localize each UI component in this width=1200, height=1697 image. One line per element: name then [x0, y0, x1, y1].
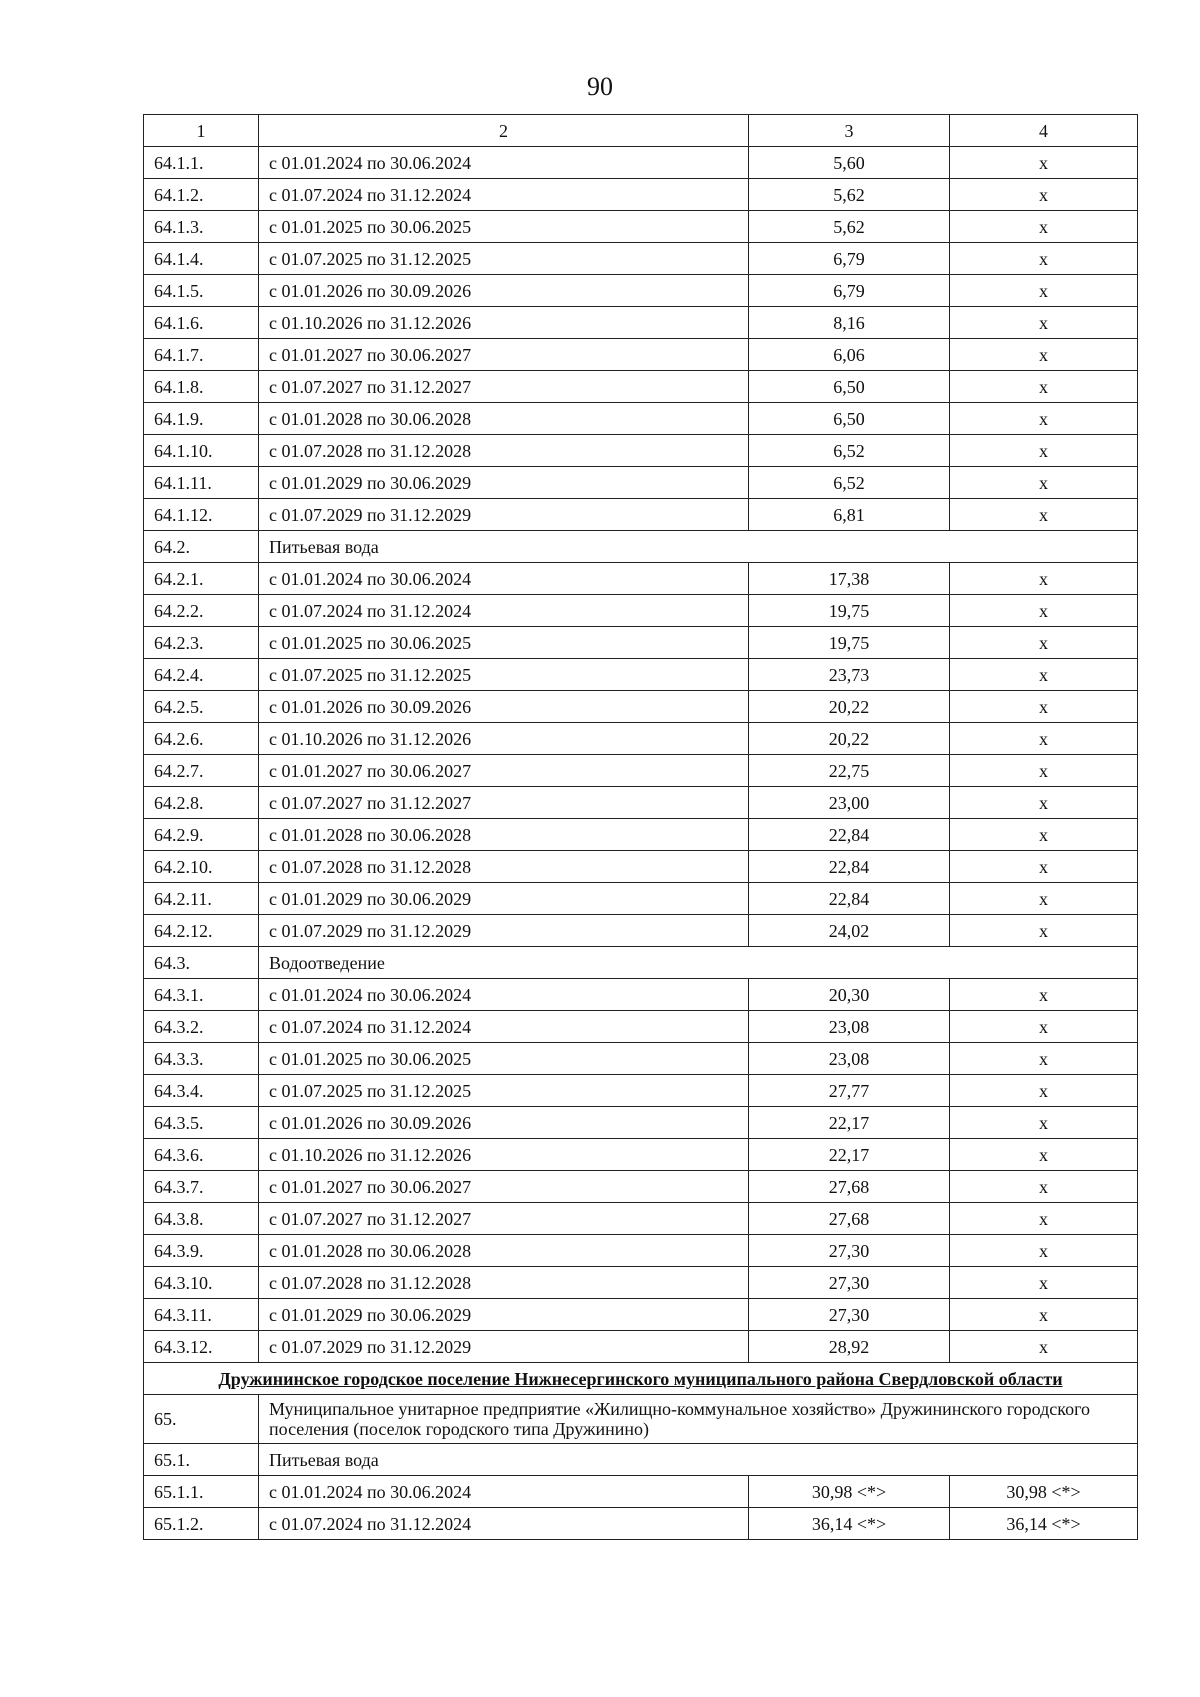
row-value-col3: 6,52 [749, 435, 950, 467]
row-value-col3: 28,92 [749, 1331, 950, 1363]
row-number: 65.1.2. [144, 1508, 259, 1540]
table-row [144, 563, 1138, 595]
table-row [144, 275, 1138, 307]
header-cell-1: 1 [144, 115, 259, 147]
row-period: с 01.07.2029 по 31.12.2029 [259, 499, 749, 531]
row-number: 64.2.7. [144, 755, 259, 787]
table-row [144, 147, 1138, 179]
row-value-col3: 5,62 [749, 179, 950, 211]
row-value-col3: 20,30 [749, 979, 950, 1011]
row-period: с 01.01.2024 по 30.06.2024 [259, 979, 749, 1011]
row-number: 64.3.10. [144, 1267, 259, 1299]
row-value-col3: 5,60 [749, 147, 950, 179]
section-row [144, 531, 1138, 563]
row-value-col4: х [950, 211, 1138, 243]
row-number: 64.3.6. [144, 1139, 259, 1171]
table-row [144, 755, 1138, 787]
row-period: с 01.01.2029 по 30.06.2029 [259, 883, 749, 915]
row-period: с 01.01.2024 по 30.06.2024 [259, 1476, 749, 1508]
table-row [144, 371, 1138, 403]
row-period: с 01.01.2026 по 30.09.2026 [259, 275, 749, 307]
row-value-col3: 23,00 [749, 787, 950, 819]
row-value-col4: х [950, 179, 1138, 211]
row-value-col4: 30,98 <*> [950, 1476, 1138, 1508]
row-value-col4: х [950, 691, 1138, 723]
row-number: 64.1.9. [144, 403, 259, 435]
table-row [144, 1331, 1138, 1363]
row-value-col4: х [950, 275, 1138, 307]
row-value-col4: х [950, 755, 1138, 787]
table-row [144, 499, 1138, 531]
row-value-col4: х [950, 1299, 1138, 1331]
row-value-col3: 22,17 [749, 1139, 950, 1171]
row-period: с 01.07.2029 по 31.12.2029 [259, 915, 749, 947]
row-number: 64.3.9. [144, 1235, 259, 1267]
row-number: 64.2.2. [144, 595, 259, 627]
row-value-col3: 27,30 [749, 1267, 950, 1299]
table-row [144, 1267, 1138, 1299]
row-value-col4: х [950, 1267, 1138, 1299]
tariff-table [143, 114, 1138, 1540]
table-row [144, 979, 1138, 1011]
row-period: с 01.07.2024 по 31.12.2024 [259, 1508, 749, 1540]
row-period: с 01.07.2028 по 31.12.2028 [259, 1267, 749, 1299]
row-number: 64.3.1. [144, 979, 259, 1011]
row-number: 64.1.2. [144, 179, 259, 211]
tariff-table-body [144, 115, 1138, 1540]
row-period: с 01.01.2029 по 30.06.2029 [259, 467, 749, 499]
section-row [144, 947, 1138, 979]
row-value-col4: х [950, 1075, 1138, 1107]
row-value-col4: х [950, 435, 1138, 467]
region-heading-row [144, 1363, 1138, 1395]
row-value-col4: х [950, 563, 1138, 595]
row-value-col4: х [950, 1331, 1138, 1363]
row-value-col3: 6,79 [749, 243, 950, 275]
row-number: 64.1.7. [144, 339, 259, 371]
row-number: 64.2.10. [144, 851, 259, 883]
organization-number: 65. [144, 1395, 259, 1444]
row-number: 64.2.5. [144, 691, 259, 723]
row-value-col4: х [950, 467, 1138, 499]
row-value-col3: 20,22 [749, 691, 950, 723]
organization-name: Муниципальное унитарное предприятие «Жилищно-коммунальное хозяйство» Дружининского городского поселения (поселок городского типа Дружинино) [259, 1395, 1138, 1444]
row-value-col3: 27,30 [749, 1299, 950, 1331]
row-period: с 01.01.2024 по 30.06.2024 [259, 563, 749, 595]
row-number: 64.3.3. [144, 1043, 259, 1075]
table-row [144, 691, 1138, 723]
row-value-col3: 6,50 [749, 371, 950, 403]
row-value-col3: 27,30 [749, 1235, 950, 1267]
row-value-col3: 22,84 [749, 851, 950, 883]
row-value-col4: х [950, 499, 1138, 531]
row-value-col4: х [950, 723, 1138, 755]
row-number: 64.1.6. [144, 307, 259, 339]
row-value-col3: 6,79 [749, 275, 950, 307]
section-title: Водоотведение [259, 947, 1138, 979]
row-value-col4: х [950, 1171, 1138, 1203]
row-value-col4: х [950, 403, 1138, 435]
table-row [144, 1107, 1138, 1139]
section-title: Питьевая вода [259, 1444, 1138, 1476]
row-period: с 01.01.2027 по 30.06.2027 [259, 755, 749, 787]
row-value-col3: 5,62 [749, 211, 950, 243]
row-number: 64.1.4. [144, 243, 259, 275]
row-value-col3: 6,81 [749, 499, 950, 531]
row-period: с 01.01.2028 по 30.06.2028 [259, 1235, 749, 1267]
row-period: с 01.01.2028 по 30.06.2028 [259, 403, 749, 435]
row-value-col3: 24,02 [749, 915, 950, 947]
row-value-col3: 6,06 [749, 339, 950, 371]
organization-row [144, 1395, 1138, 1444]
row-value-col4: х [950, 627, 1138, 659]
row-number: 64.3.5. [144, 1107, 259, 1139]
row-value-col4: х [950, 147, 1138, 179]
row-value-col4: 36,14 <*> [950, 1508, 1138, 1540]
row-number: 64.2.6. [144, 723, 259, 755]
table-row [144, 883, 1138, 915]
row-value-col4: х [950, 339, 1138, 371]
row-value-col3: 30,98 <*> [749, 1476, 950, 1508]
row-value-col3: 8,16 [749, 307, 950, 339]
table-row [144, 307, 1138, 339]
table-row [144, 211, 1138, 243]
row-number: 64.3.2. [144, 1011, 259, 1043]
header-cell-2: 2 [259, 115, 749, 147]
table-row [144, 1508, 1138, 1540]
section-number: 65.1. [144, 1444, 259, 1476]
table-row [144, 595, 1138, 627]
section-row [144, 1444, 1138, 1476]
row-period: с 01.01.2026 по 30.09.2026 [259, 1107, 749, 1139]
row-period: с 01.07.2024 по 31.12.2024 [259, 1011, 749, 1043]
row-period: с 01.07.2027 по 31.12.2027 [259, 787, 749, 819]
row-value-col3: 27,68 [749, 1171, 950, 1203]
row-number: 64.2.9. [144, 819, 259, 851]
row-number: 64.3.7. [144, 1171, 259, 1203]
row-value-col3: 23,08 [749, 1043, 950, 1075]
row-value-col4: х [950, 307, 1138, 339]
row-period: с 01.07.2025 по 31.12.2025 [259, 659, 749, 691]
table-row [144, 659, 1138, 691]
row-value-col3: 19,75 [749, 595, 950, 627]
row-value-col4: х [950, 883, 1138, 915]
row-value-col4: х [950, 1139, 1138, 1171]
row-period: с 01.07.2025 по 31.12.2025 [259, 1075, 749, 1107]
table-row [144, 435, 1138, 467]
row-value-col4: х [950, 851, 1138, 883]
row-value-col4: х [950, 595, 1138, 627]
row-value-col4: х [950, 979, 1138, 1011]
row-number: 64.1.1. [144, 147, 259, 179]
row-number: 65.1.1. [144, 1476, 259, 1508]
table-row [144, 243, 1138, 275]
table-row [144, 1171, 1138, 1203]
row-value-col4: х [950, 915, 1138, 947]
row-period: с 01.07.2028 по 31.12.2028 [259, 435, 749, 467]
table-row [144, 627, 1138, 659]
row-value-col3: 22,17 [749, 1107, 950, 1139]
table-row [144, 1476, 1138, 1508]
row-number: 64.1.5. [144, 275, 259, 307]
row-number: 64.2.1. [144, 563, 259, 595]
section-number: 64.2. [144, 531, 259, 563]
table-row [144, 1139, 1138, 1171]
row-period: с 01.01.2027 по 30.06.2027 [259, 1171, 749, 1203]
page-number: 90 [587, 72, 613, 101]
row-number: 64.2.4. [144, 659, 259, 691]
row-period: с 01.01.2025 по 30.06.2025 [259, 211, 749, 243]
row-value-col3: 36,14 <*> [749, 1508, 950, 1540]
row-number: 64.3.12. [144, 1331, 259, 1363]
row-value-col3: 27,77 [749, 1075, 950, 1107]
table-row [144, 819, 1138, 851]
row-value-col4: х [950, 1235, 1138, 1267]
row-period: с 01.07.2024 по 31.12.2024 [259, 179, 749, 211]
row-period: с 01.01.2024 по 30.06.2024 [259, 147, 749, 179]
table-row [144, 467, 1138, 499]
table-row [144, 851, 1138, 883]
row-value-col3: 17,38 [749, 563, 950, 595]
row-period: с 01.10.2026 по 31.12.2026 [259, 723, 749, 755]
table-row [144, 1011, 1138, 1043]
table-row [144, 339, 1138, 371]
region-heading: Дружининское городское поселение Нижнесергинского муниципального района Свердловской области [144, 1363, 1138, 1395]
section-title: Питьевая вода [259, 531, 1138, 563]
row-value-col4: х [950, 1107, 1138, 1139]
row-value-col4: х [950, 243, 1138, 275]
row-value-col3: 20,22 [749, 723, 950, 755]
header-cell-3: 3 [749, 115, 950, 147]
row-period: с 01.07.2027 по 31.12.2027 [259, 371, 749, 403]
section-number: 64.3. [144, 947, 259, 979]
row-number: 64.2.3. [144, 627, 259, 659]
row-value-col4: х [950, 787, 1138, 819]
row-number: 64.2.12. [144, 915, 259, 947]
row-value-col4: х [950, 1203, 1138, 1235]
table-row [144, 403, 1138, 435]
row-number: 64.1.3. [144, 211, 259, 243]
table-row [144, 1203, 1138, 1235]
row-value-col3: 22,75 [749, 755, 950, 787]
row-number: 64.1.11. [144, 467, 259, 499]
row-period: с 01.01.2029 по 30.06.2029 [259, 1299, 749, 1331]
row-value-col3: 23,73 [749, 659, 950, 691]
row-number: 64.1.10. [144, 435, 259, 467]
row-period: с 01.01.2027 по 30.06.2027 [259, 339, 749, 371]
row-value-col4: х [950, 819, 1138, 851]
header-cell-4: 4 [950, 115, 1138, 147]
table-row [144, 179, 1138, 211]
row-period: с 01.07.2024 по 31.12.2024 [259, 595, 749, 627]
table-row [144, 1043, 1138, 1075]
row-number: 64.2.11. [144, 883, 259, 915]
row-value-col4: х [950, 371, 1138, 403]
row-value-col3: 6,52 [749, 467, 950, 499]
table-row [144, 915, 1138, 947]
row-value-col3: 23,08 [749, 1011, 950, 1043]
table-row [144, 1075, 1138, 1107]
row-value-col4: х [950, 659, 1138, 691]
row-number: 64.3.8. [144, 1203, 259, 1235]
row-period: с 01.10.2026 по 31.12.2026 [259, 1139, 749, 1171]
row-number: 64.2.8. [144, 787, 259, 819]
row-value-col3: 22,84 [749, 883, 950, 915]
row-period: с 01.01.2025 по 30.06.2025 [259, 627, 749, 659]
table-row [144, 1235, 1138, 1267]
table-row [144, 1299, 1138, 1331]
row-value-col3: 6,50 [749, 403, 950, 435]
row-period: с 01.01.2026 по 30.09.2026 [259, 691, 749, 723]
row-period: с 01.07.2028 по 31.12.2028 [259, 851, 749, 883]
row-value-col4: х [950, 1011, 1138, 1043]
table-row [144, 723, 1138, 755]
row-period: с 01.01.2028 по 30.06.2028 [259, 819, 749, 851]
row-value-col3: 22,84 [749, 819, 950, 851]
row-period: с 01.07.2029 по 31.12.2029 [259, 1331, 749, 1363]
row-number: 64.1.8. [144, 371, 259, 403]
row-period: с 01.07.2027 по 31.12.2027 [259, 1203, 749, 1235]
row-value-col3: 19,75 [749, 627, 950, 659]
row-value-col3: 27,68 [749, 1203, 950, 1235]
row-number: 64.3.4. [144, 1075, 259, 1107]
row-period: с 01.10.2026 по 31.12.2026 [259, 307, 749, 339]
row-number: 64.3.11. [144, 1299, 259, 1331]
row-period: с 01.01.2025 по 30.06.2025 [259, 1043, 749, 1075]
table-row [144, 787, 1138, 819]
header-row [144, 115, 1138, 147]
row-value-col4: х [950, 1043, 1138, 1075]
row-period: с 01.07.2025 по 31.12.2025 [259, 243, 749, 275]
row-number: 64.1.12. [144, 499, 259, 531]
